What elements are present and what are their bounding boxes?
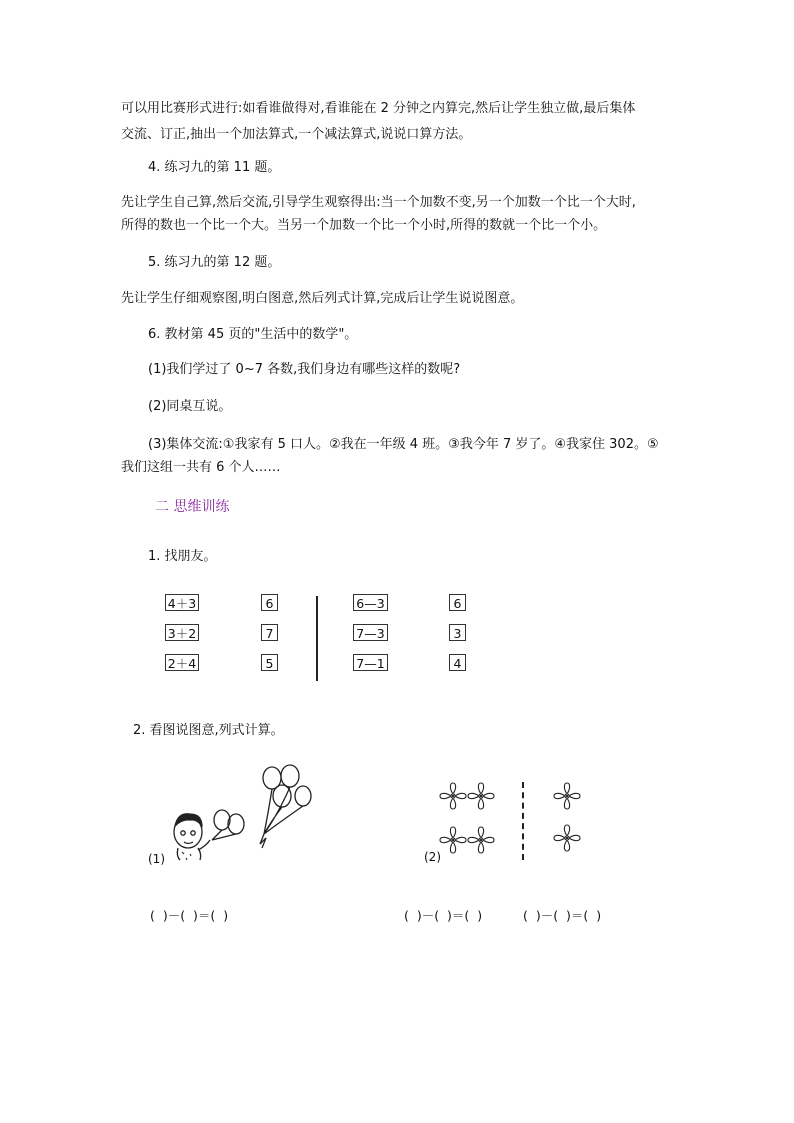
left-expression-box: 2＋4 (165, 654, 199, 671)
sub-item-3-line-1: (3)集体交流:①我家有 5 口人。②我在一年级 4 班。③我今年 7 岁了。④我家住 302。⑤ (148, 437, 659, 452)
sub-item-1: (1)我们学过了 0~7 各数,我们身边有哪些这样的数呢? (148, 362, 461, 377)
equation-3[interactable]: ( )－( )＝( ) (523, 908, 602, 923)
left-number-box: 6 (261, 594, 278, 611)
flower-icon (440, 827, 466, 853)
left-number-box: 7 (261, 624, 278, 641)
right-number-box: 6 (449, 594, 466, 611)
divider-line (316, 596, 318, 681)
flower-icon (468, 827, 494, 853)
equation-2[interactable]: ( )－( )＝( ) (404, 908, 483, 923)
picture-1-label: (1) (148, 852, 165, 866)
question-2: 2. 看图说图意,列式计算。 (133, 723, 284, 738)
dashed-divider (522, 782, 524, 860)
left-expression-box: 3＋2 (165, 624, 199, 641)
left-number-box: 5 (261, 654, 278, 671)
question-1: 1. 找朋友。 (148, 549, 217, 564)
section-heading: 二 思维训练 (155, 499, 230, 515)
right-number-box: 3 (449, 624, 466, 641)
item-5: 5. 练习九的第 12 题。 (148, 255, 281, 270)
right-expression-box: 7—3 (353, 624, 388, 641)
flower-icon (440, 783, 466, 809)
item-6: 6. 教材第 45 页的"生活中的数学"。 (148, 327, 358, 342)
flower-icon (554, 783, 580, 809)
paragraph-3: 先让学生仔细观察图,明白图意,然后列式计算,完成后让学生说说图意。 (121, 291, 524, 306)
sub-item-3-line-2: 我们这组一共有 6 个人…… (121, 460, 281, 475)
left-expression-box: 4＋3 (165, 594, 199, 611)
paragraph-2-line-1: 先让学生自己算,然后交流,引导学生观察得出:当一个加数不变,另一个加数一个比一个大时, (121, 195, 636, 210)
flower-icon (468, 783, 494, 809)
equation-1[interactable]: ( )－( )＝( ) (150, 908, 229, 923)
flower-icon (554, 825, 580, 851)
flower-group-illustration (438, 780, 588, 860)
right-expression-box: 7—1 (353, 654, 388, 671)
boy-with-balloons-illustration (160, 764, 320, 864)
item-4: 4. 练习九的第 11 题。 (148, 160, 281, 175)
sub-item-2: (2)同桌互说。 (148, 399, 232, 414)
right-number-box: 4 (449, 654, 466, 671)
paragraph-1-line-1: 可以用比赛形式进行:如看谁做得对,看谁能在 2 分钟之内算完,然后让学生独立做,最后集体 (121, 101, 636, 116)
paragraph-1-line-2: 交流、订正,抽出一个加法算式,一个减法算式,说说口算方法。 (121, 127, 472, 142)
picture-2-label: (2) (424, 850, 441, 864)
right-expression-box: 6—3 (353, 594, 388, 611)
paragraph-2-line-2: 所得的数也一个比一个大。当另一个加数一个比一个小时,所得的数就一个比一个小。 (121, 218, 607, 233)
